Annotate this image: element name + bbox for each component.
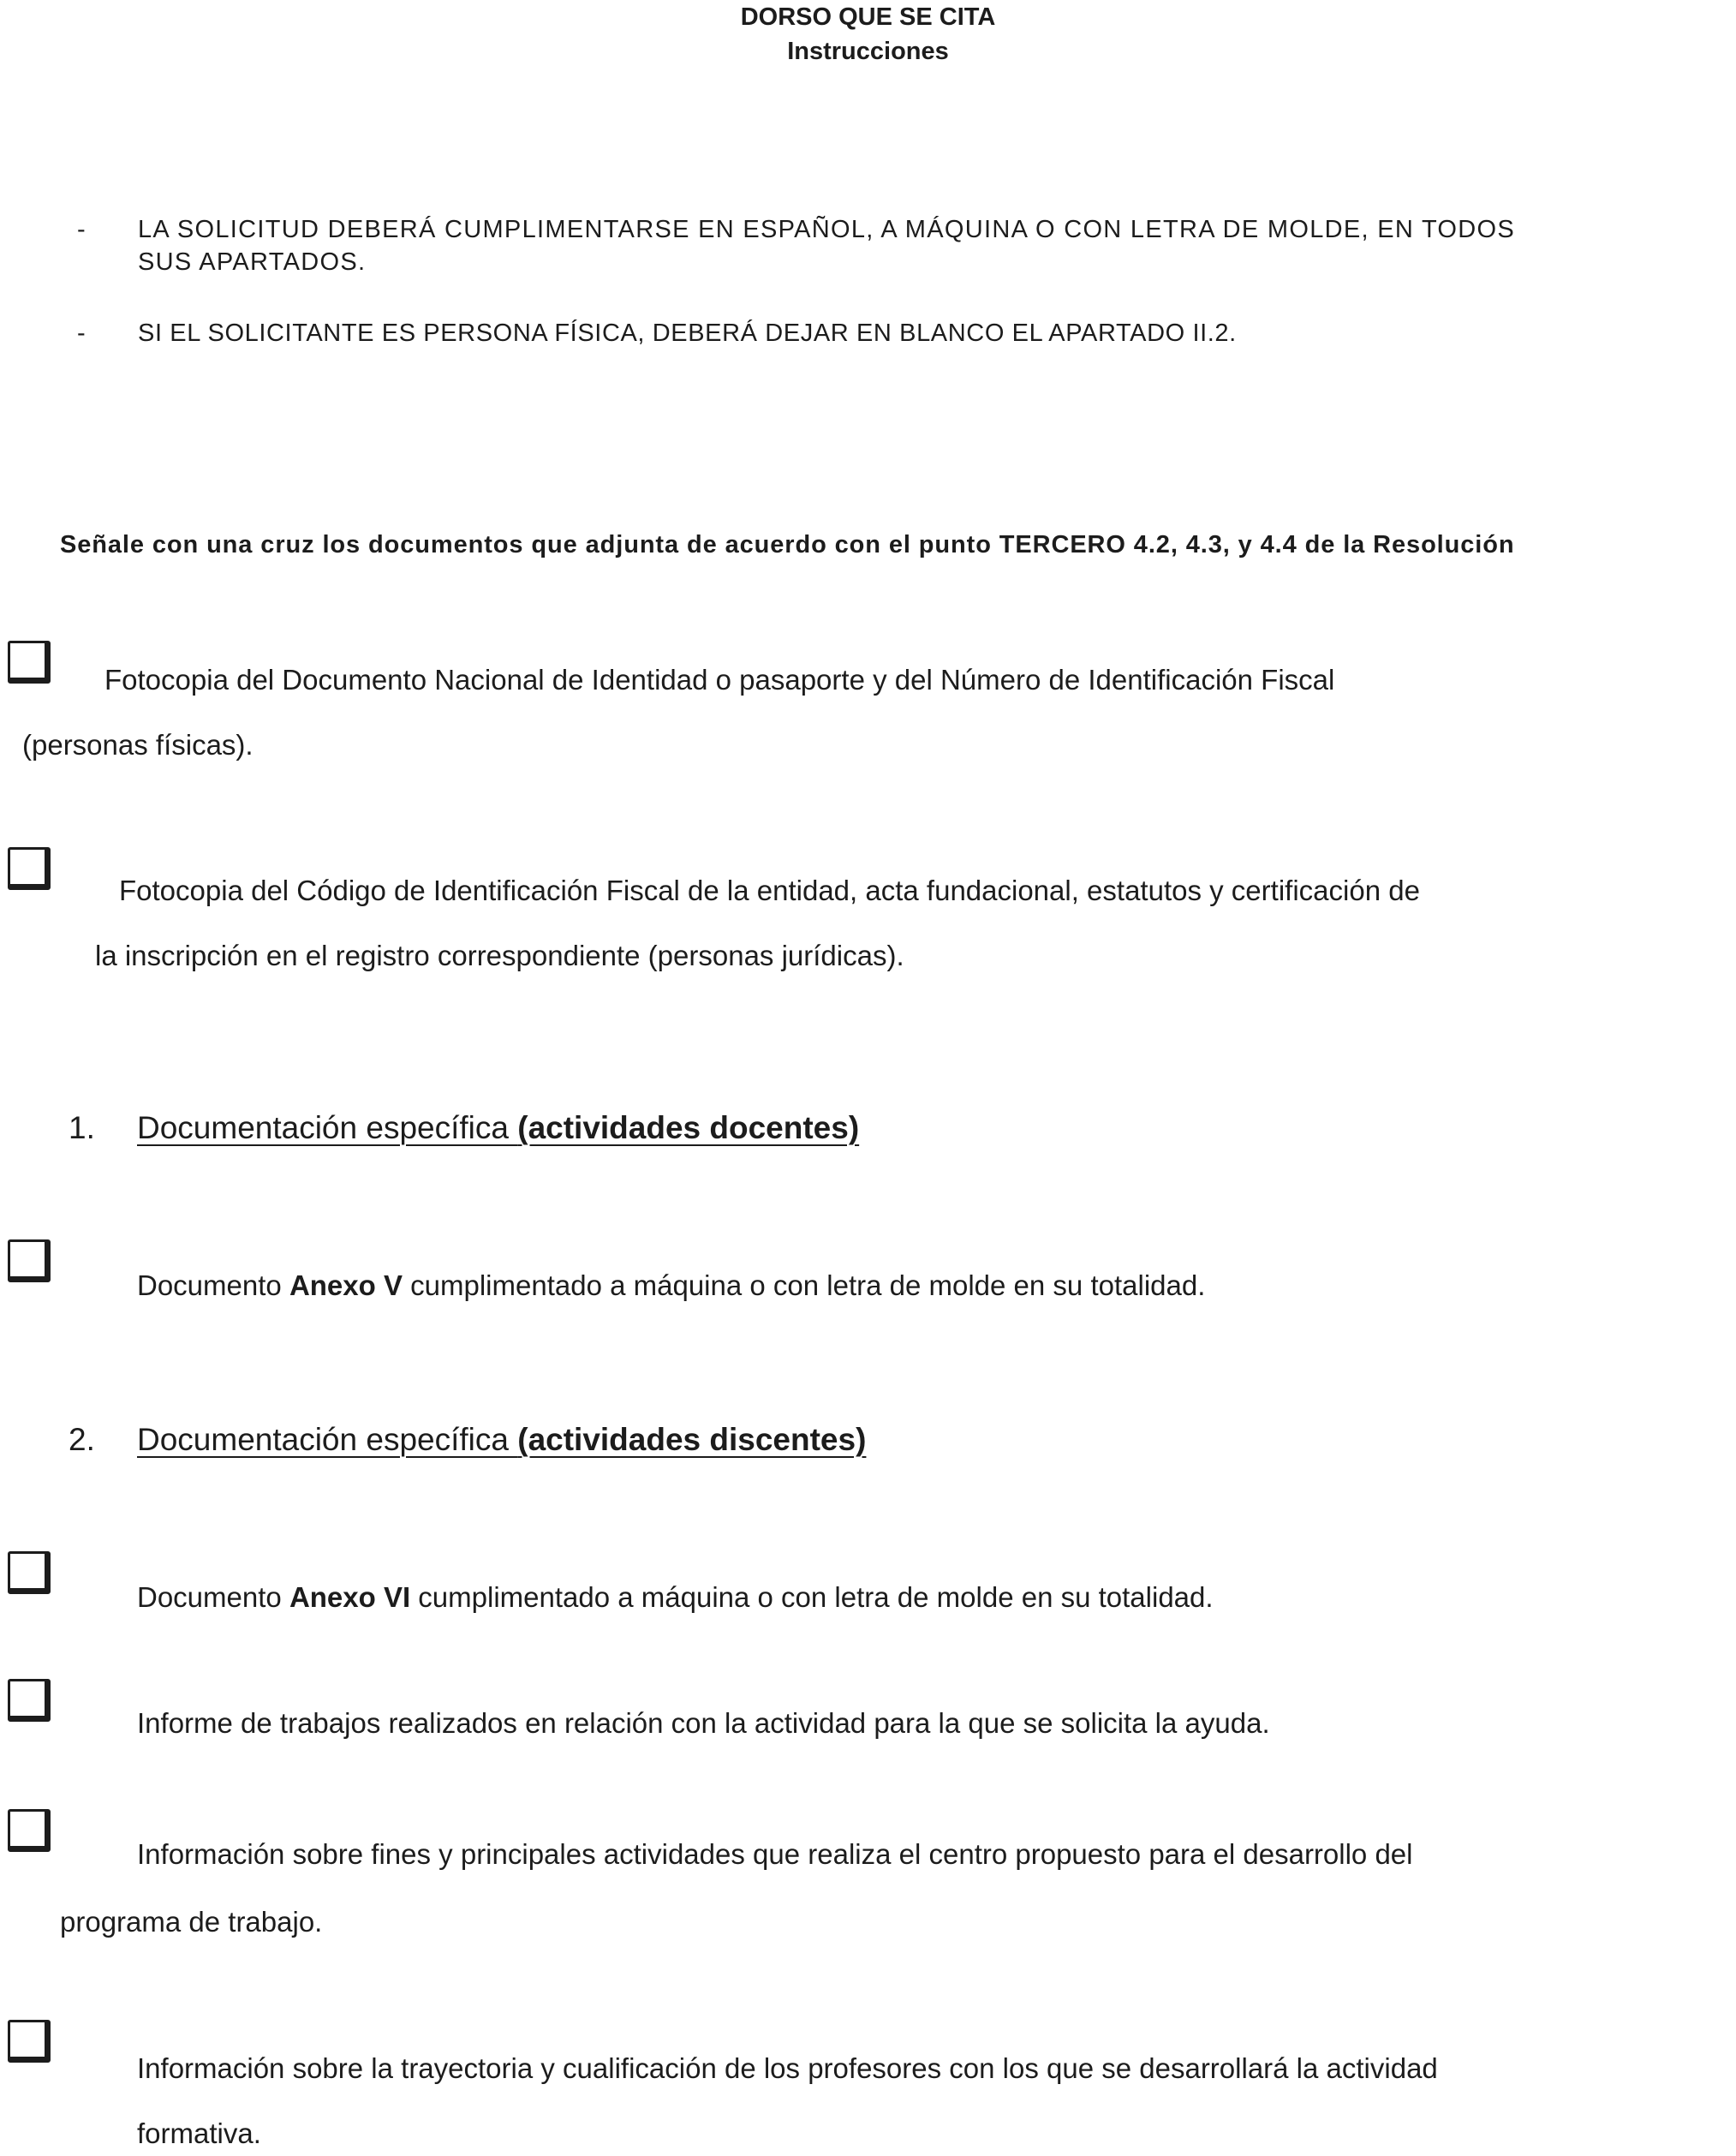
instruction-text: SUS APARTADOS. xyxy=(138,248,367,276)
doc-label xyxy=(137,1581,1214,1614)
instruction-bullet: - xyxy=(77,320,86,347)
doc-label-pre: Documento xyxy=(137,1269,289,1301)
doc-label: Fotocopia del Documento Nacional de Identidad o pasaporte y del Número de Identificación Fiscal xyxy=(104,664,1335,696)
page-title: DORSO QUE SE CITA xyxy=(740,3,996,31)
section-number: 2. xyxy=(69,1422,95,1457)
doc-label: formativa. xyxy=(137,2117,261,2149)
doc-label: Informe de trabajos realizados en relación con la actividad para la que se solicita la ayuda. xyxy=(137,1707,1270,1739)
doc-label-pre: Documento xyxy=(137,1581,289,1613)
section-heading-bold: (actividades docentes) xyxy=(517,1110,860,1145)
section-heading-bold: (actividades discentes) xyxy=(517,1422,867,1457)
section-heading-main: Documentación específica xyxy=(137,1422,518,1457)
section-number: 1. xyxy=(69,1110,95,1145)
doc-label-post: cumplimentado a máquina o con letra de molde en su totalidad. xyxy=(410,1581,1214,1613)
doc-label: Información sobre fines y principales actividades que realiza el centro propuesto para el desarrollo del xyxy=(137,1838,1413,1870)
doc-label: Información sobre la trayectoria y cualificación de los profesores con los que se desarrollará la actividad xyxy=(137,2052,1438,2084)
checkbox-info-centro[interactable] xyxy=(8,1809,51,1852)
doc-label: la inscripción en el registro correspondiente (personas jurídicas). xyxy=(95,940,904,971)
section-heading xyxy=(137,1110,859,1146)
doc-label-bold: Anexo VI xyxy=(289,1581,411,1613)
checklist-prompt: Señale con una cruz los documentos que adjunta de acuerdo con el punto TERCERO 4.2, 4.3, y 4.4 de la Resolución xyxy=(60,531,1515,558)
instruction-text: SI EL SOLICITANTE ES PERSONA FÍSICA, DEBERÁ DEJAR EN BLANCO EL APARTADO II.2. xyxy=(138,320,1237,347)
checkbox-info-profesores[interactable] xyxy=(8,2020,51,2063)
checkbox-cif-entidad[interactable] xyxy=(8,847,51,890)
checkbox-anexo-vi[interactable] xyxy=(8,1551,51,1594)
section-heading-main: Documentación específica xyxy=(137,1110,518,1145)
doc-label: Fotocopia del Código de Identificación Fiscal de la entidad, acta fundacional, estatutos y certificación de xyxy=(119,875,1420,906)
checkbox-anexo-v[interactable] xyxy=(8,1239,51,1282)
page-subtitle: Instrucciones xyxy=(787,38,949,65)
section-heading xyxy=(137,1422,866,1458)
doc-label: programa de trabajo. xyxy=(60,1906,323,1938)
checkbox-informe-trabajos[interactable] xyxy=(8,1679,51,1722)
doc-label-bold: Anexo V xyxy=(289,1269,403,1301)
instruction-bullet: - xyxy=(77,216,86,243)
doc-label-post: cumplimentado a máquina o con letra de molde en su totalidad. xyxy=(402,1269,1206,1301)
instruction-text: LA SOLICITUD DEBERÁ CUMPLIMENTARSE EN ESPAÑOL, A MÁQUINA O CON LETRA DE MOLDE, EN TODOS xyxy=(138,216,1516,243)
checkbox-dni-nif[interactable] xyxy=(8,641,51,684)
doc-label xyxy=(137,1269,1205,1302)
doc-label: (personas físicas). xyxy=(22,729,254,761)
